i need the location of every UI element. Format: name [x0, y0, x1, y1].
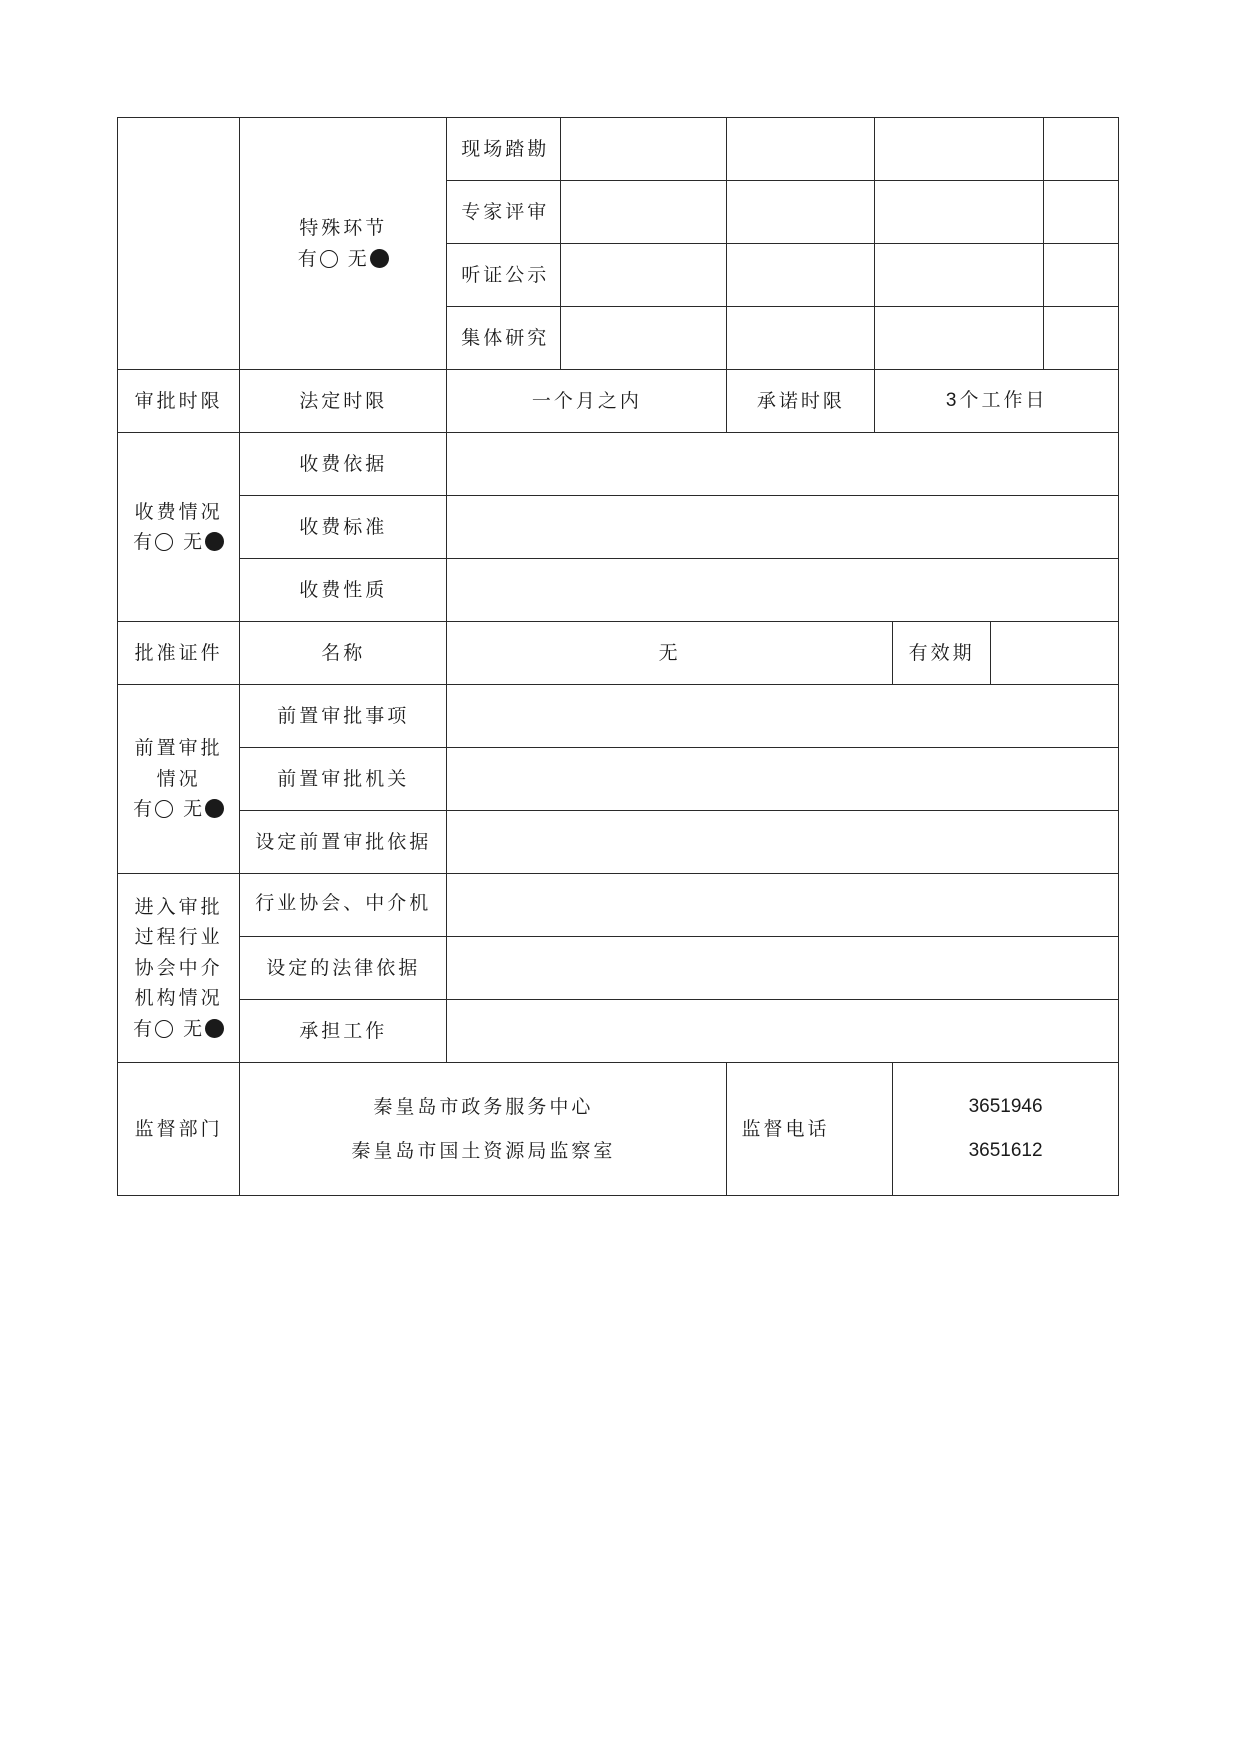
intermediary-org-value[interactable]	[447, 874, 1119, 937]
special-step-value-cell[interactable]	[560, 307, 727, 370]
fee-row	[118, 496, 1119, 559]
approval-info-table	[117, 117, 1119, 1196]
special-step-value-cell[interactable]	[875, 307, 1044, 370]
approval-time-label: 审批时限	[118, 370, 240, 433]
pre-approval-choice	[118, 794, 239, 824]
pre-approval-authority-label: 前置审批机关	[240, 748, 447, 811]
supervision-row	[118, 1063, 1119, 1196]
no-label: 无	[183, 798, 203, 821]
special-step-label: 现场踏勘	[447, 118, 560, 181]
special-step-value-cell[interactable]	[875, 118, 1044, 181]
no-filled-circle-icon	[370, 249, 389, 268]
special-steps-choice	[240, 244, 446, 274]
no-label: 无	[347, 247, 367, 270]
pre-approval-label-line: 前置审批	[134, 737, 223, 760]
yes-label: 有	[133, 531, 153, 553]
no-filled-circle-icon	[205, 799, 224, 818]
intermediary-row	[118, 937, 1119, 1000]
special-step-value-cell[interactable]	[560, 181, 727, 244]
intermediary-label-line: 机构情况	[134, 987, 223, 1010]
intermediary-work-label: 承担工作	[240, 1000, 447, 1063]
yes-empty-circle-icon	[320, 250, 338, 268]
pre-approval-authority-value[interactable]	[447, 748, 1119, 811]
special-step-value-cell[interactable]	[727, 118, 875, 181]
intermediary-choice	[118, 1014, 239, 1044]
intermediary-work-value[interactable]	[447, 1000, 1119, 1063]
certificate-validity-label: 有效期	[893, 622, 991, 685]
supervision-phone-number: 3651612	[968, 1140, 1043, 1161]
certificate-label: 批准证件	[118, 622, 240, 685]
supervision-dept-line: 秦皇岛市国土资源局监察室	[351, 1140, 616, 1162]
fee-row	[118, 559, 1119, 622]
special-step-value-cell[interactable]	[560, 244, 727, 307]
special-step-row	[118, 118, 1119, 181]
supervision-dept-cell	[240, 1063, 727, 1196]
special-step-value-cell[interactable]	[1044, 181, 1119, 244]
special-step-value-cell[interactable]	[1044, 244, 1119, 307]
no-filled-circle-icon	[205, 1019, 224, 1038]
fee-nature-label: 收费性质	[240, 559, 447, 622]
pre-approval-label-cell	[118, 685, 240, 874]
special-step-value-cell[interactable]	[1044, 307, 1119, 370]
fees-choice	[118, 527, 239, 557]
pre-approval-row	[118, 748, 1119, 811]
supervision-phone-label: 监督电话	[727, 1063, 893, 1196]
pre-approval-row	[118, 685, 1119, 748]
special-steps-label-cell	[240, 118, 447, 370]
fee-row	[118, 433, 1119, 496]
supervision-dept-line: 秦皇岛市政务服务中心	[373, 1095, 594, 1118]
special-step-label: 专家评审	[447, 181, 560, 244]
intermediary-row	[118, 874, 1119, 937]
special-step-label: 听证公示	[447, 244, 560, 307]
intermediary-label-cell	[118, 874, 240, 1063]
yes-empty-circle-icon	[155, 533, 173, 551]
fee-basis-value[interactable]	[447, 433, 1119, 496]
pre-approval-basis-value[interactable]	[447, 811, 1119, 874]
yes-label: 有	[133, 1017, 153, 1040]
fee-nature-value[interactable]	[447, 559, 1119, 622]
yes-empty-circle-icon	[155, 800, 173, 818]
promised-time-value[interactable]: 3个工作日	[875, 370, 1119, 433]
special-step-value-cell[interactable]	[875, 244, 1044, 307]
pre-approval-items-label: 前置审批事项	[240, 685, 447, 748]
promised-time-label: 承诺时限	[727, 370, 875, 433]
intermediary-label-line: 进入审批	[134, 896, 223, 919]
no-label: 无	[183, 531, 203, 553]
yes-empty-circle-icon	[155, 1020, 173, 1038]
yes-label: 有	[133, 798, 153, 821]
fee-basis-label: 收费依据	[240, 433, 447, 496]
pre-approval-label-line: 情况	[156, 767, 201, 790]
intermediary-label-line: 过程行业	[134, 926, 223, 949]
no-filled-circle-icon	[205, 532, 224, 551]
pre-approval-row	[118, 811, 1119, 874]
supervision-phone-number: 3651946	[968, 1095, 1043, 1117]
special-step-value-cell[interactable]	[875, 181, 1044, 244]
intermediary-row	[118, 1000, 1119, 1063]
special-step-value-cell[interactable]	[727, 181, 875, 244]
intermediary-org-label: 行业协会、中介机	[240, 874, 447, 937]
yes-label: 有	[297, 247, 317, 270]
fees-label: 收费情况	[134, 500, 223, 523]
intermediary-legal-basis-value[interactable]	[447, 937, 1119, 1000]
fee-standard-value[interactable]	[447, 496, 1119, 559]
special-step-value-cell[interactable]	[1044, 118, 1119, 181]
approval-time-row	[118, 370, 1119, 433]
fees-label-cell	[118, 433, 240, 622]
special-step-value-cell[interactable]	[727, 244, 875, 307]
special-step-label: 集体研究	[447, 307, 560, 370]
pre-approval-basis-label: 设定前置审批依据	[240, 811, 447, 874]
intermediary-legal-basis-label: 设定的法律依据	[240, 937, 447, 1000]
certificate-validity-value[interactable]	[991, 622, 1119, 685]
special-step-value-cell[interactable]	[560, 118, 727, 181]
legal-time-label: 法定时限	[240, 370, 447, 433]
pre-approval-items-value[interactable]	[447, 685, 1119, 748]
special-steps-blank-cell	[118, 118, 240, 370]
certificate-name-value[interactable]: 无	[447, 622, 893, 685]
special-steps-label: 特殊环节	[299, 217, 388, 240]
no-label: 无	[183, 1017, 203, 1040]
supervision-dept-label: 监督部门	[118, 1063, 240, 1196]
special-step-value-cell[interactable]	[727, 307, 875, 370]
intermediary-label-line: 协会中介	[134, 956, 223, 979]
fee-standard-label: 收费标准	[240, 496, 447, 559]
legal-time-value[interactable]: 一个月之内	[447, 370, 727, 433]
certificate-name-label: 名称	[240, 622, 447, 685]
certificate-row	[118, 622, 1119, 685]
supervision-phone-cell	[893, 1063, 1119, 1196]
